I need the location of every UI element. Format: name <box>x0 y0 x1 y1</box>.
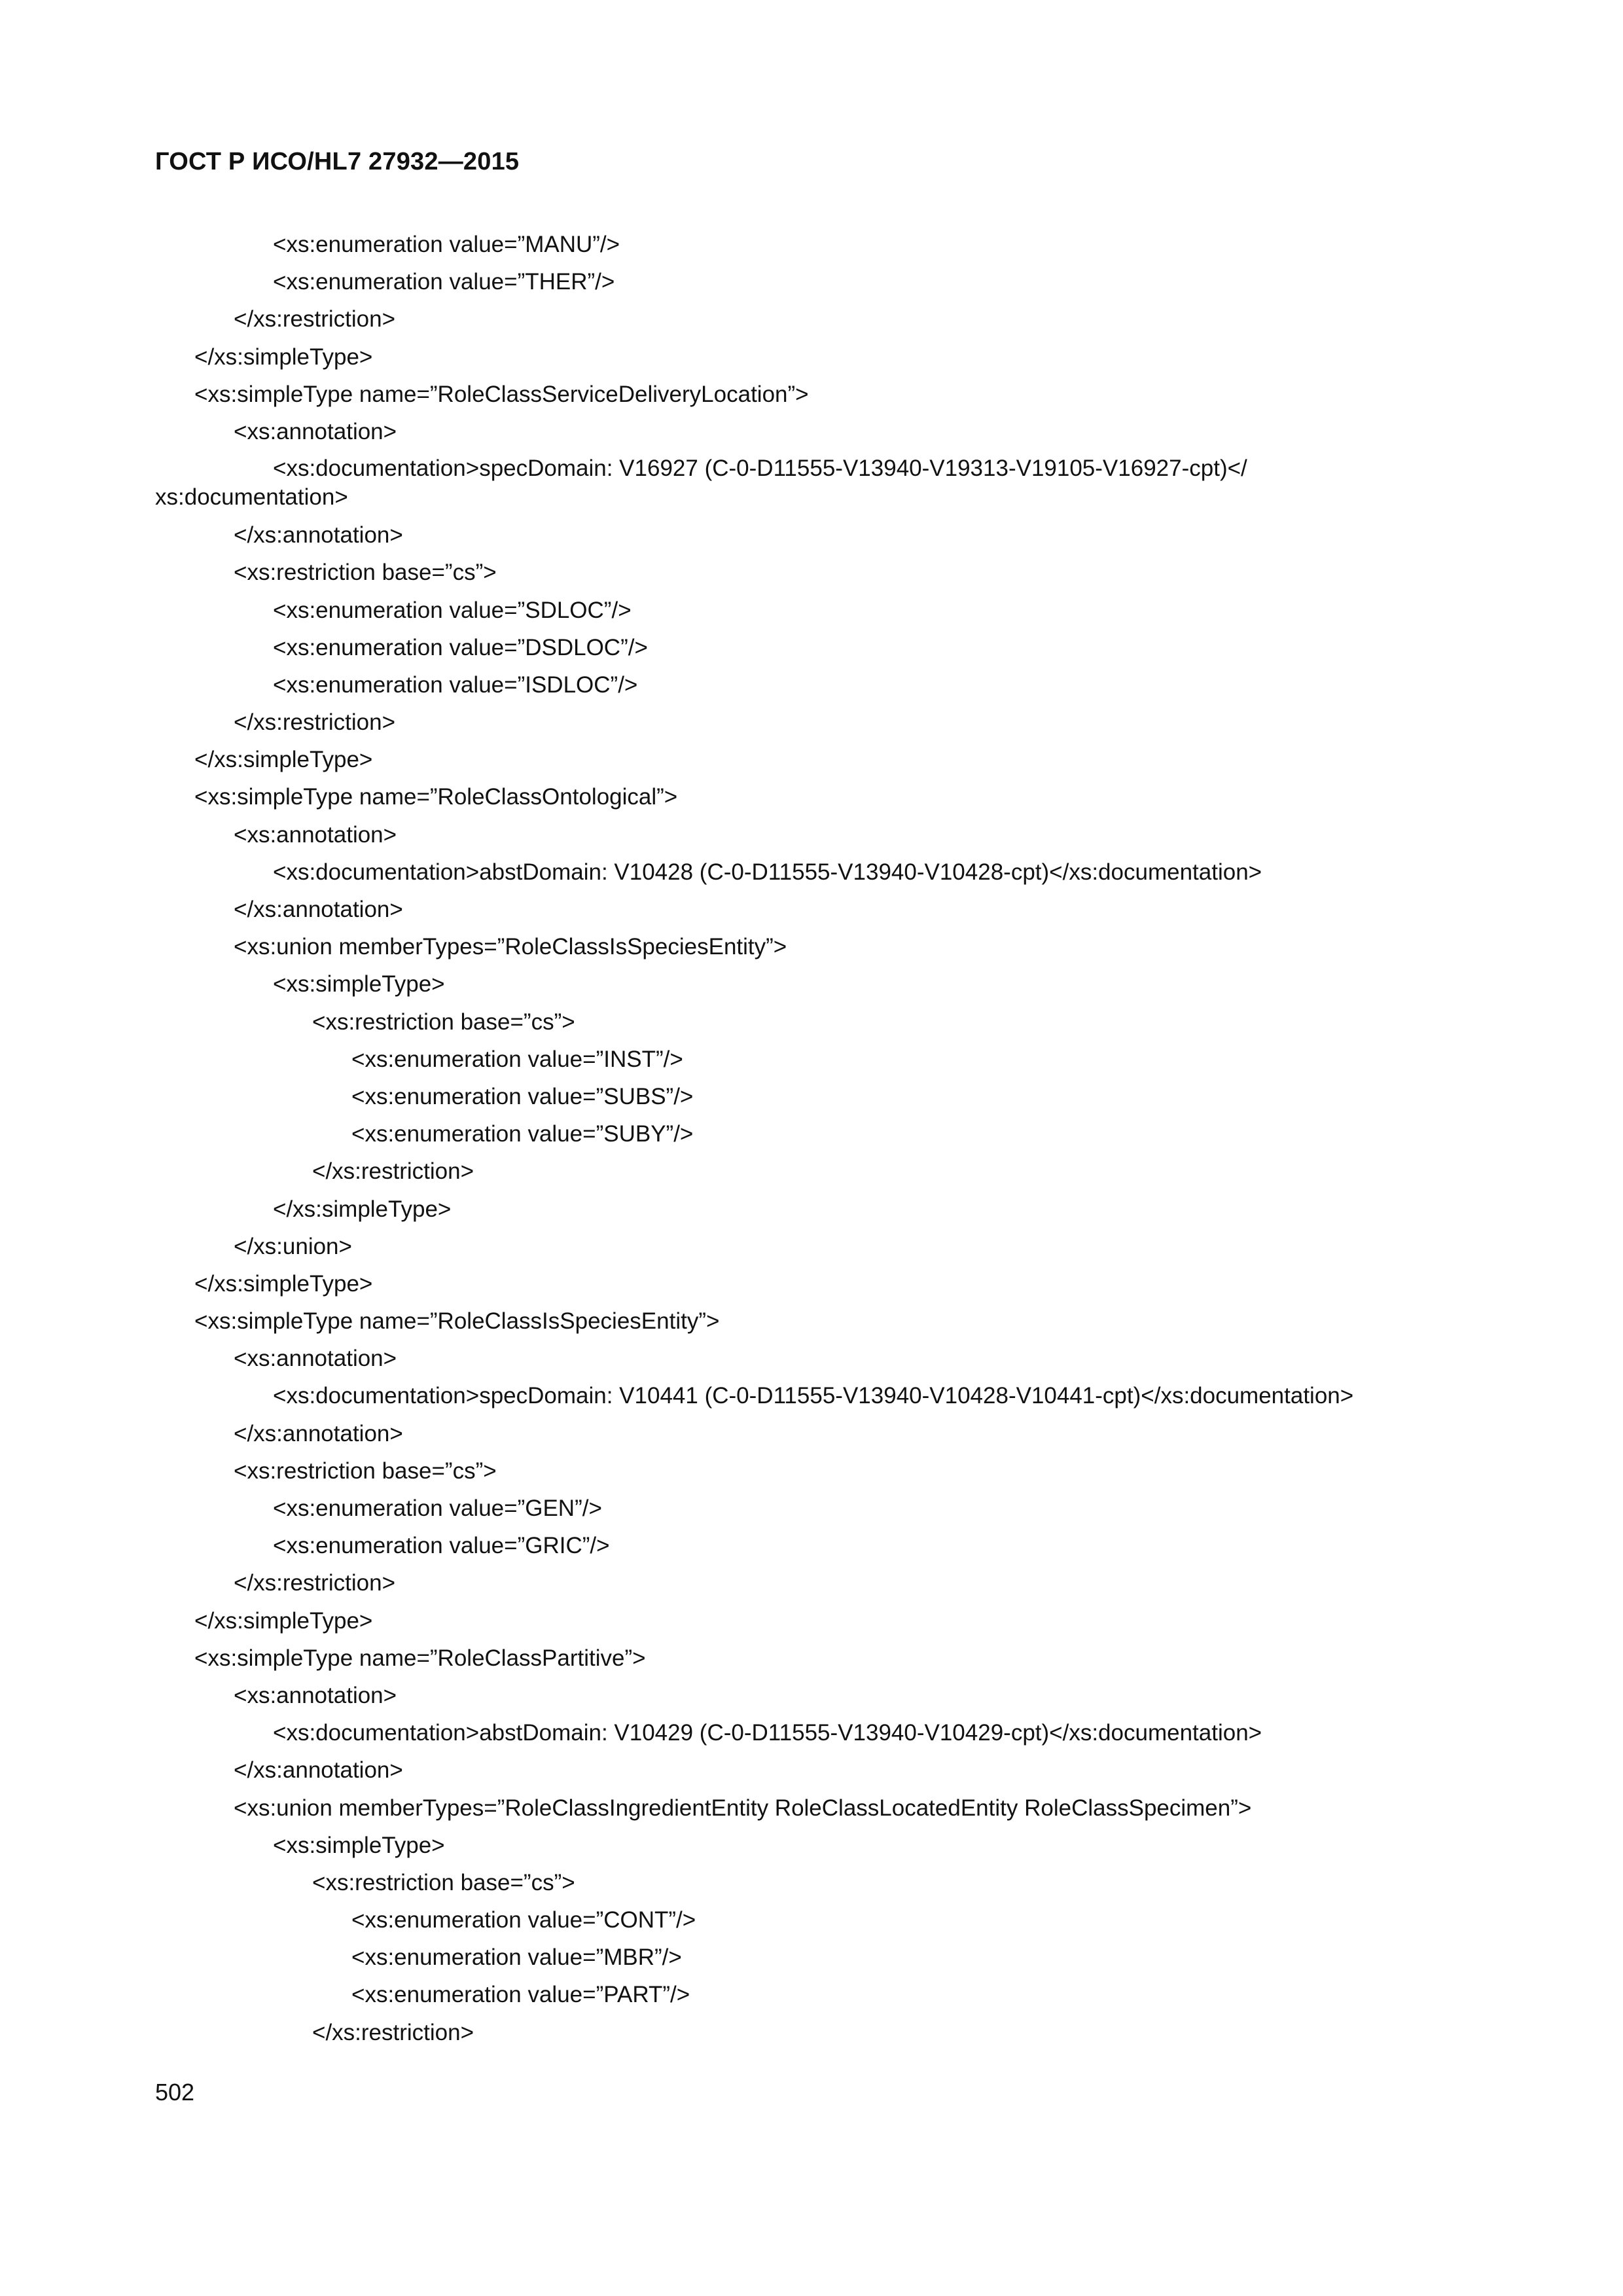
code-line <box>155 629 1503 666</box>
code-line-text: <xs:enumeration value=”MANU”/> <box>273 232 620 257</box>
code-line <box>155 1976 1503 2013</box>
code-line <box>155 1302 1503 1340</box>
code-line-text: <xs:enumeration value=”GEN”/> <box>273 1496 602 1521</box>
code-line <box>155 666 1503 704</box>
code-line <box>155 300 1503 338</box>
code-line-text: </xs:annotation> <box>234 897 403 922</box>
code-line <box>155 413 1503 450</box>
code-line <box>155 1228 1503 1265</box>
code-line-text: <xs:simpleType name=”RoleClassOntological”> <box>194 784 678 810</box>
code-line <box>155 1340 1503 1377</box>
code-line <box>155 741 1503 778</box>
code-line <box>155 704 1503 741</box>
code-line <box>155 1789 1503 1827</box>
code-line <box>155 263 1503 300</box>
page-number: 502 <box>155 2079 195 2106</box>
code-line-text: <xs:enumeration value=”THER”/> <box>273 269 615 295</box>
code-line-text: <xs:documentation>specDomain: V16927 (C-0-D11555-V13940-V19313-V19105-V16927-cpt)</ <box>273 456 1247 482</box>
code-line <box>155 1078 1503 1115</box>
document-header: ГОСТ Р ИСО/HL7 27932—2015 <box>155 148 520 175</box>
code-line <box>155 1827 1503 1864</box>
code-line-text: <xs:simpleType name=”RoleClassPartitive”> <box>194 1645 646 1671</box>
code-line-text: </xs:annotation> <box>234 1420 403 1446</box>
code-line-text: <xs:documentation>abstDomain: V10429 (C-0-D11555-V13940-V10429-cpt)</xs:documentation> <box>273 1720 1262 1746</box>
code-line <box>155 2014 1503 2051</box>
code-line-text: <xs:restriction base=”cs”> <box>234 560 497 586</box>
code-line-text: <xs:restriction base=”cs”> <box>312 1869 575 1895</box>
code-line-text: <xs:annotation> <box>234 418 397 444</box>
code-line <box>155 554 1503 591</box>
code-line-text: </xs:restriction> <box>312 1158 474 1185</box>
xml-code-block <box>155 226 1503 2051</box>
code-line <box>155 450 1503 516</box>
code-line <box>155 891 1503 928</box>
code-line-text: </xs:simpleType> <box>194 1607 373 1634</box>
code-line <box>155 1153 1503 1190</box>
code-line <box>155 965 1503 1003</box>
code-line-text: <xs:simpleType name=”RoleClassIsSpeciesEntity”> <box>194 1308 720 1335</box>
code-line <box>155 516 1503 554</box>
code-line-text: <xs:annotation> <box>234 821 397 848</box>
code-line <box>155 1415 1503 1452</box>
code-line-text: <xs:union memberTypes=”RoleClassIngredientEntity RoleClassLocatedEntity RoleClassSpecimen”> <box>234 1795 1252 1821</box>
code-line-text: </xs:simpleType> <box>194 747 373 773</box>
code-line <box>155 1452 1503 1490</box>
code-line <box>155 1939 1503 1976</box>
code-line-text: <xs:enumeration value=”ISDLOC”/> <box>273 672 638 698</box>
code-line-text: <xs:enumeration value=”SDLOC”/> <box>273 597 632 623</box>
code-line-text: <xs:enumeration value=”SUBY”/> <box>351 1121 694 1147</box>
code-line <box>155 1115 1503 1153</box>
code-line-text: <xs:simpleType> <box>273 1832 445 1858</box>
code-line-text: <xs:enumeration value=”PART”/> <box>351 1982 690 2008</box>
code-line-text: <xs:enumeration value=”SUBS”/> <box>351 1083 694 1109</box>
code-line <box>155 1714 1503 1751</box>
code-line-text: <xs:enumeration value=”DSDLOC”/> <box>273 634 648 660</box>
code-line-text: </xs:annotation> <box>234 522 403 548</box>
code-line-text: </xs:simpleType> <box>273 1196 452 1222</box>
code-line <box>155 1564 1503 1602</box>
code-line <box>155 1191 1503 1228</box>
code-line <box>155 226 1503 263</box>
code-line <box>155 1640 1503 1677</box>
code-line-text: <xs:enumeration value=”MBR”/> <box>351 1945 682 1971</box>
code-line-text: <xs:annotation> <box>234 1346 397 1372</box>
code-line <box>155 1751 1503 1789</box>
code-line-text: </xs:restriction> <box>234 306 396 332</box>
code-line <box>155 928 1503 965</box>
code-line-text: <xs:restriction base=”cs”> <box>234 1458 497 1484</box>
code-line-text: <xs:enumeration value=”CONT”/> <box>351 1907 696 1933</box>
code-line <box>155 1041 1503 1078</box>
code-line-text: <xs:enumeration value=”INST”/> <box>351 1046 683 1072</box>
code-line-text: <xs:simpleType> <box>273 971 445 997</box>
code-line <box>155 1602 1503 1640</box>
code-line-text: <xs:restriction base=”cs”> <box>312 1009 575 1035</box>
code-line-text: </xs:restriction> <box>234 709 396 736</box>
code-line <box>155 376 1503 413</box>
code-line <box>155 1527 1503 1564</box>
code-line-text: </xs:simpleType> <box>194 344 373 370</box>
code-line <box>155 1901 1503 1939</box>
code-line-text: </xs:annotation> <box>234 1757 403 1784</box>
code-line-text: </xs:restriction> <box>234 1570 396 1596</box>
code-line-text: <xs:documentation>abstDomain: V10428 (C-0-D11555-V13940-V10428-cpt)</xs:documentation> <box>273 859 1262 885</box>
code-line <box>155 1377 1503 1414</box>
code-line <box>155 1864 1503 1901</box>
code-line <box>155 1265 1503 1302</box>
code-line-text: </xs:restriction> <box>312 2019 474 2045</box>
code-line <box>155 853 1503 891</box>
code-line-text: <xs:enumeration value=”GRIC”/> <box>273 1533 610 1559</box>
code-line <box>155 1677 1503 1714</box>
code-line <box>155 1490 1503 1527</box>
code-line <box>155 816 1503 853</box>
code-line-text: <xs:documentation>specDomain: V10441 (C-0-D11555-V13940-V10428-V10441-cpt)</xs:documentation> <box>273 1383 1354 1409</box>
code-line <box>155 592 1503 629</box>
code-line-text: <xs:union memberTypes=”RoleClassIsSpeciesEntity”> <box>234 934 787 960</box>
code-line-text: </xs:union> <box>234 1233 352 1259</box>
code-line-continuation: xs:documentation> <box>155 484 348 511</box>
code-line <box>155 1003 1503 1041</box>
code-line-text: </xs:simpleType> <box>194 1270 373 1297</box>
code-line <box>155 778 1503 816</box>
code-line <box>155 338 1503 376</box>
code-line-text: <xs:simpleType name=”RoleClassServiceDeliveryLocation”> <box>194 381 809 407</box>
code-line-text: <xs:annotation> <box>234 1682 397 1708</box>
